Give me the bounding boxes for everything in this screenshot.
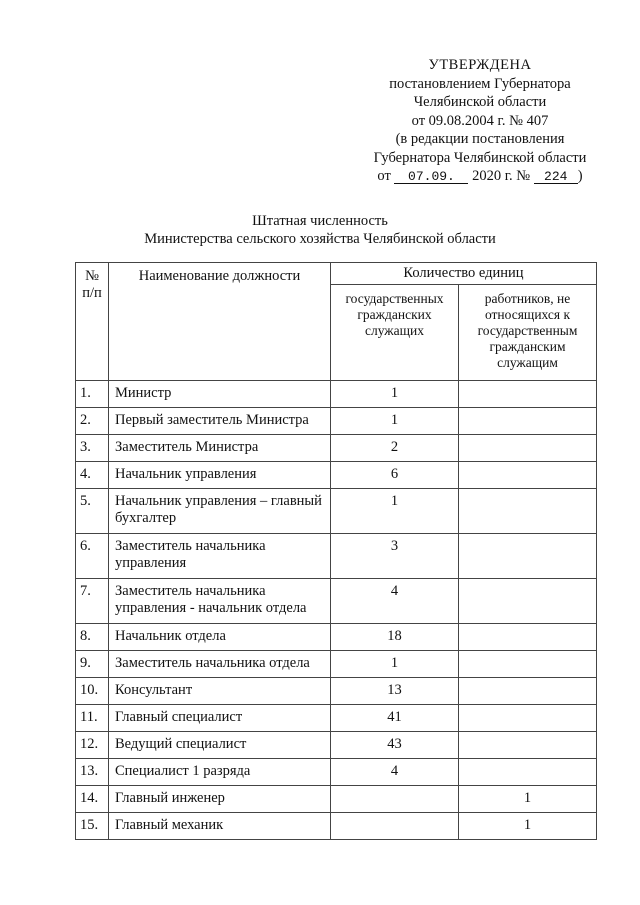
row-number: 5.	[76, 489, 109, 534]
row-civil-count: 1	[331, 651, 459, 678]
table-row	[76, 579, 597, 624]
row-other-count	[459, 579, 597, 624]
row-other-count	[459, 462, 597, 489]
row-civil-count: 2	[331, 435, 459, 462]
row-other-count	[459, 381, 597, 408]
close-paren: )	[577, 168, 583, 184]
row-position: Заместитель начальника управления - начальник отдела	[109, 579, 331, 624]
row-number: 13.	[76, 759, 109, 786]
row-number: 4.	[76, 462, 109, 489]
filled-date: 07.09.	[394, 170, 468, 184]
approval-stamp	[360, 56, 600, 186]
row-other-count	[459, 624, 597, 651]
row-other-count	[459, 705, 597, 732]
row-number: 12.	[76, 732, 109, 759]
row-civil-count: 1	[331, 489, 459, 534]
row-position: Заместитель начальника управления	[109, 534, 331, 579]
row-position: Главный механик	[109, 813, 331, 840]
approval-line: постановлением Губернатора	[389, 75, 571, 92]
header-quantity: Количество единиц	[331, 263, 597, 285]
row-position: Ведущий специалист	[109, 732, 331, 759]
row-other-count	[459, 759, 597, 786]
table-row	[76, 732, 597, 759]
row-other-count	[459, 651, 597, 678]
row-number: 3.	[76, 435, 109, 462]
row-civil-count: 43	[331, 732, 459, 759]
row-position: Консультант	[109, 678, 331, 705]
row-number: 1.	[76, 381, 109, 408]
table-row	[76, 705, 597, 732]
table-row	[76, 381, 597, 408]
row-civil-count: 1	[331, 408, 459, 435]
row-position: Главный специалист	[109, 705, 331, 732]
row-other-count	[459, 678, 597, 705]
row-other-count	[459, 489, 597, 534]
row-number: 2.	[76, 408, 109, 435]
row-position: Главный инженер	[109, 786, 331, 813]
row-position: Первый заместитель Министра	[109, 408, 331, 435]
table-row	[76, 435, 597, 462]
row-other-count: 1	[459, 813, 597, 840]
row-number: 6.	[76, 534, 109, 579]
heading-line-2: Министерства сельского хозяйства Челябинской области	[144, 231, 496, 247]
table-row	[76, 462, 597, 489]
row-other-count: 1	[459, 786, 597, 813]
row-civil-count: 1	[331, 381, 459, 408]
row-number: 10.	[76, 678, 109, 705]
row-position: Начальник отдела	[109, 624, 331, 651]
staff-table	[75, 262, 597, 840]
filled-number: 224	[534, 170, 578, 184]
row-number: 11.	[76, 705, 109, 732]
row-civil-count	[331, 813, 459, 840]
header-civil-servants: государственных гражданских служащих	[331, 285, 459, 381]
table-row	[76, 534, 597, 579]
table-row	[76, 678, 597, 705]
approval-line: от 09.08.2004 г. № 407	[411, 112, 549, 129]
row-position: Начальник управления	[109, 462, 331, 489]
row-other-count	[459, 435, 597, 462]
header-position: Наименование должности	[109, 263, 331, 381]
row-number: 15.	[76, 813, 109, 840]
header-other-workers: работников, не относящихся к государственным гражданским служащим	[459, 285, 597, 381]
row-civil-count: 6	[331, 462, 459, 489]
row-other-count	[459, 534, 597, 579]
row-civil-count: 4	[331, 759, 459, 786]
row-number: 8.	[76, 624, 109, 651]
row-position: Начальник управления – главный бухгалтер	[109, 489, 331, 534]
table-row	[76, 651, 597, 678]
row-number: 14.	[76, 786, 109, 813]
row-civil-count: 4	[331, 579, 459, 624]
table-row	[76, 813, 597, 840]
approval-line: Челябинской области	[413, 94, 547, 110]
approval-line: Губернатора Челябинской области	[373, 149, 587, 166]
row-position: Заместитель начальника отдела	[109, 651, 331, 678]
row-other-count	[459, 408, 597, 435]
header-number	[76, 263, 109, 381]
row-number: 7.	[76, 579, 109, 624]
table-row	[76, 408, 597, 435]
heading-line-1: Штатная численность	[252, 213, 388, 229]
approval-date-line	[360, 167, 600, 186]
table-row	[76, 786, 597, 813]
table-row	[76, 624, 597, 651]
row-civil-count: 13	[331, 678, 459, 705]
table-row	[76, 759, 597, 786]
row-civil-count	[331, 786, 459, 813]
year-text: 2020 г. №	[472, 168, 531, 184]
document-heading	[0, 212, 640, 248]
row-other-count	[459, 732, 597, 759]
row-civil-count: 41	[331, 705, 459, 732]
from-word: от	[377, 168, 391, 184]
row-position: Министр	[109, 381, 331, 408]
row-number: 9.	[76, 651, 109, 678]
approval-line: (в редакции постановления	[395, 131, 565, 147]
row-civil-count: 18	[331, 624, 459, 651]
row-position: Специалист 1 разряда	[109, 759, 331, 786]
header-number-text: № п/п	[82, 268, 102, 301]
row-civil-count: 3	[331, 534, 459, 579]
row-position: Заместитель Министра	[109, 435, 331, 462]
approval-title: УТВЕРЖДЕНА	[428, 57, 532, 73]
table-row	[76, 489, 597, 534]
